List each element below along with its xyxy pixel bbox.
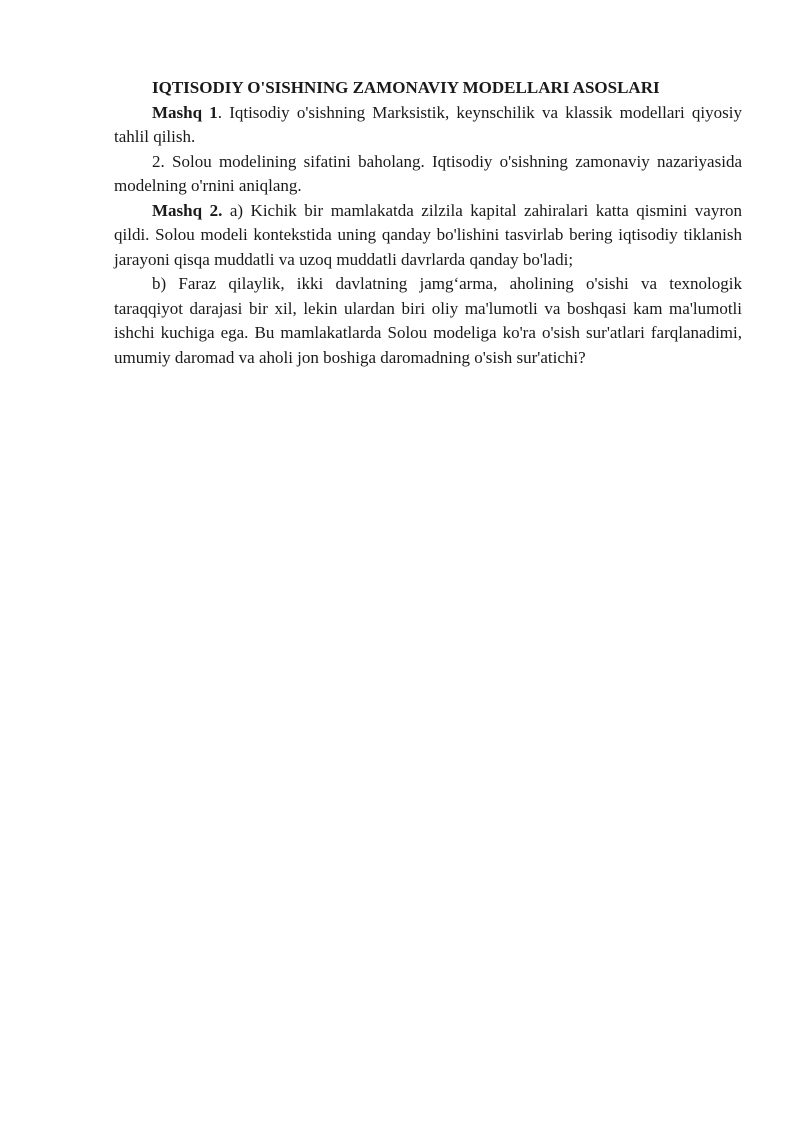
- exercise-2-label: Mashq 2.: [152, 200, 223, 220]
- exercise-1-item-2-text: 2. Solou modelining sifatini baholang. Iqtisodiy o'sishning zamonaviy nazariyasida modelning o'rnini aniqlang.: [114, 151, 742, 195]
- paragraph-exercise-2-a: [114, 199, 742, 273]
- document-page: [114, 76, 742, 370]
- paragraph-exercise-1: [114, 101, 742, 150]
- paragraph-exercise-2-b: [114, 272, 742, 370]
- exercise-2-a-text: a) Kichik bir mamlakatda zilzila kapital zahiralari katta qismini vayron qildi. Solou modeli kontekstida uning qanday bo'lishini tasvirlab bering iqtisodiy tiklanish jarayoni qisqa muddatli va uzoq muddatli davrlarda qanday bo'ladi;: [114, 200, 742, 269]
- exercise-1-text: . Iqtisodiy o'sishning Marksistik, keynschilik va klassik modellari qiyosiy tahlil qilish.: [114, 102, 742, 146]
- exercise-1-label: Mashq 1: [152, 102, 218, 122]
- document-title: IQTISODIY O'SISHNING ZAMONAVIY MODELLARI ASOSLARI: [152, 78, 660, 97]
- exercise-2-b-text: b) Faraz qilaylik, ikki davlatning jamg‘arma, aholining o'sishi va texnologik taraqqiyot darajasi bir xil, lekin ulardan biri oliy ma'lumotli va boshqasi kam ma'lumotli ishchi kuchiga ega. Bu mamlakatlarda Solou modeliga ko'ra o'sish sur'atlari farqlanadimi, umumiy daromad va aholi jon boshiga daromadning o'sish sur'atichi?: [114, 274, 742, 367]
- paragraph-exercise-1-item-2: [114, 150, 742, 199]
